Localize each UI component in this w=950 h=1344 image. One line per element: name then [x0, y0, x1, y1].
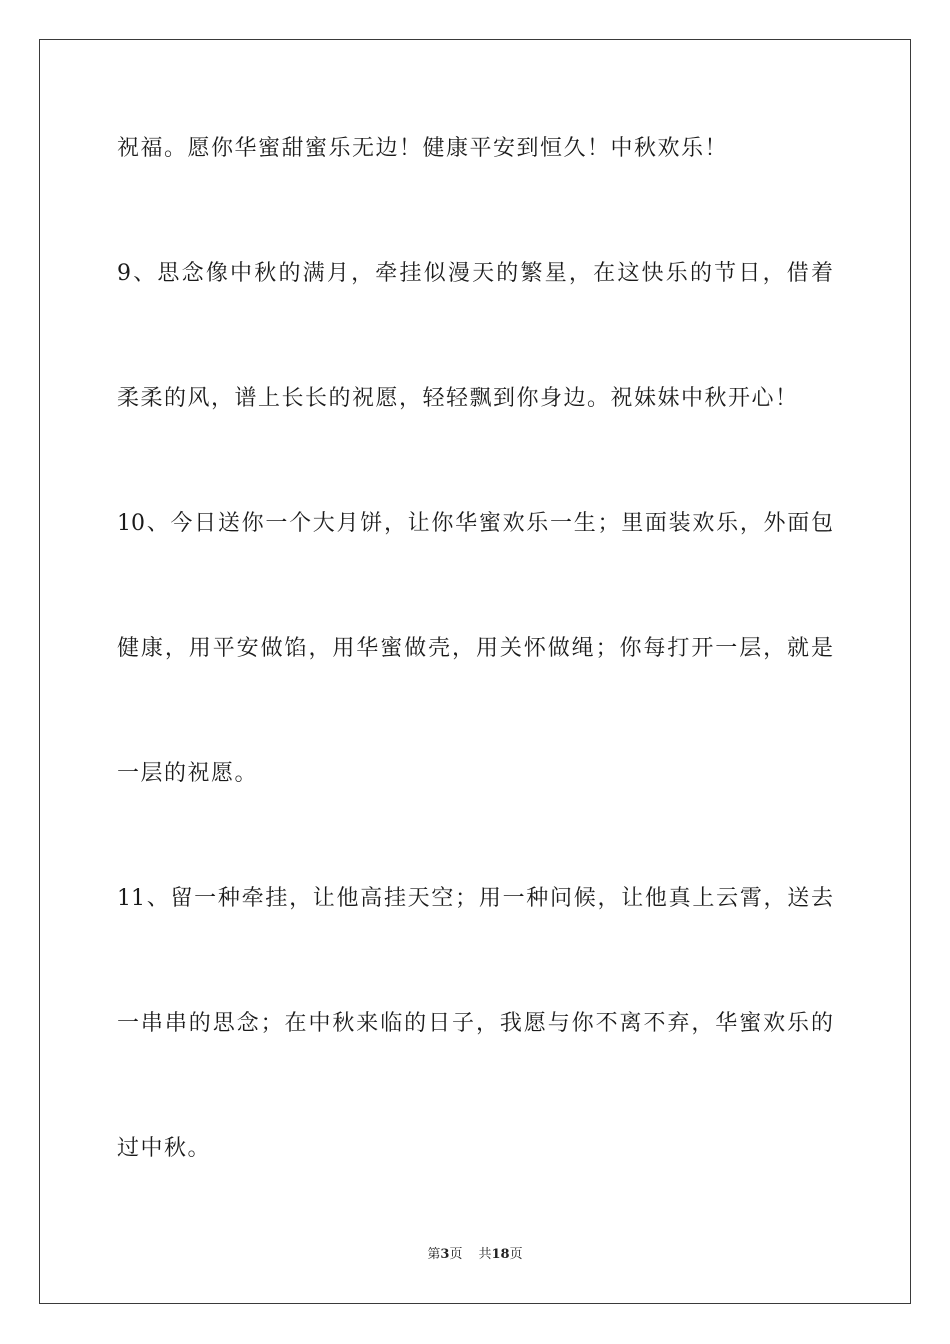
page-label-prefix: 第: [427, 1247, 441, 1262]
paragraph-line: 9、思念像中秋的满月，牵挂似漫天的繁星，在这快乐的节日，借着: [117, 261, 833, 286]
paragraph-line: 一串串的思念；在中秋来临的日子，我愿与你不离不弃，华蜜欢乐的: [117, 1011, 833, 1036]
page-border: [39, 39, 911, 1304]
page-label-suffix: 页: [449, 1247, 463, 1262]
total-label-suffix: 页: [509, 1247, 523, 1262]
paragraph-line: 健康，用平安做馅，用华蜜做壳，用关怀做绳；你每打开一层，就是: [117, 636, 833, 661]
page-number: 3: [440, 1247, 450, 1262]
paragraph-line: 一层的祝愿。: [117, 761, 259, 786]
paragraph-line: 10、今日送你一个大月饼，让你华蜜欢乐一生；里面装欢乐，外面包: [117, 511, 833, 536]
page-footer: [0, 1247, 950, 1263]
paragraph-line: 11、留一种牵挂，让他高挂天空；用一种问候，让他真上云霄，送去: [117, 886, 833, 911]
total-pages: 18: [491, 1247, 510, 1262]
paragraph-line: 祝福。愿你华蜜甜蜜乐无边！健康平安到恒久！中秋欢乐！: [117, 136, 729, 161]
paragraph-line: 过中秋。: [117, 1136, 212, 1161]
paragraph-line: 柔柔的风，谱上长长的祝愿，轻轻飘到你身边。祝妹妹中秋开心！: [117, 386, 799, 411]
total-label-prefix: 共: [478, 1247, 492, 1262]
